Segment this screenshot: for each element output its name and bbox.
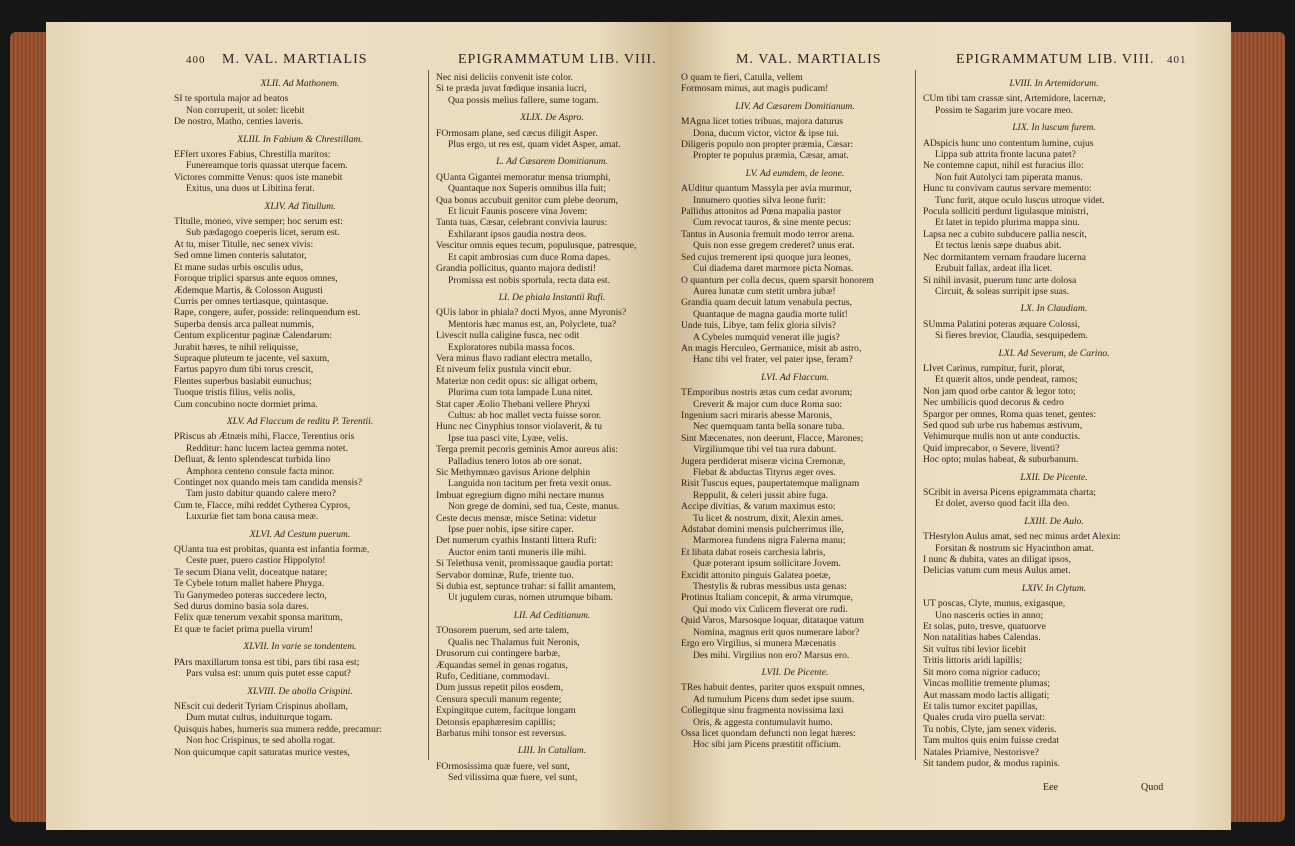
verse-line: Collegitque sinu fragmenta novissima laxi	[681, 705, 844, 717]
verse-line: Si te præda juvat fœdique insania lucri,	[436, 83, 587, 95]
verse-line: Hanc tibi vel frater, vel pater ipse, feram?	[693, 354, 853, 366]
epigram-title: XLVIII. De abolla Crispini.	[247, 685, 353, 697]
verse-line: Des mihi. Virgilius non ero? Marsus ero.	[693, 649, 850, 661]
verse-line: Æquandas semel in genas rogatus,	[436, 659, 568, 671]
verse-line: Sit tandem pudor, & modus rapinis.	[923, 757, 1060, 769]
epigram-title: LVII. De Picente.	[761, 666, 829, 678]
verse-line: Sit vultus tibi levior licebit	[923, 643, 1026, 655]
verse-line: Qualis nec Thalamus fuit Neronis,	[448, 636, 580, 648]
verse-line: SUmma Palatini poteras æquare Colossi,	[923, 318, 1080, 330]
running-title: M. VAL. MARTIALIS	[222, 52, 368, 67]
verse-line: CUm tibi tam crassæ sint, Artemidore, lacernæ,	[923, 93, 1106, 105]
verse-line: Diligeris populo non propter præmia, Cæsar:	[681, 139, 854, 151]
verse-line: At tu, miser Titulle, nec senex vivis:	[174, 238, 314, 250]
epigram-title: XLV. Ad Flaccum de reditu P. Terentii.	[226, 415, 374, 427]
verse-line: SI te sportula major ad beatos	[174, 93, 289, 105]
verse-line: MAgna licet toties tribuas, majora daturus	[681, 116, 843, 128]
verse-line: Et talis tumor excitet papillas,	[923, 700, 1038, 712]
verse-line: Nec nisi deliciis convenit iste color.	[436, 72, 573, 83]
verse-line: Tam justo dabitur quando calere mero?	[186, 488, 336, 500]
verse-line: Pars vulsa est: unum quis putet esse caput?	[186, 668, 351, 680]
verse-line: Cum concubino nocte dormiet prima.	[174, 398, 318, 410]
verse-line: Funereamque toris quassat uterque facem.	[186, 160, 348, 172]
verse-line: Defluat, & lento splendescat turbida lino	[174, 454, 331, 466]
verse-line: Felix quæ tenerum vexabit sponsa maritum,	[174, 612, 343, 624]
epigram-title: XLIII. In Fabium & Chrestillam.	[237, 133, 363, 145]
verse-line: O quam te fieri, Catulla, vellem	[681, 72, 803, 83]
verse-line: Formosam minus, aut magis pudicam!	[681, 83, 829, 95]
verse-line: EFfert uxores Fabius, Chrestilla maritos:	[174, 149, 331, 161]
verse-line: TOnsorem puerum, sed arte talem,	[436, 625, 570, 637]
verse-line: Et solas, puto, tresve, quatuorve	[923, 621, 1046, 633]
verse-line: Non corruperit, ut solet: licebit	[186, 104, 305, 116]
verse-line: I nunc & dubita, vates an diligat ipsos,	[923, 554, 1071, 566]
verse-line: Grandia quam decuit latum venabula pectus,	[681, 297, 853, 309]
column-rule	[915, 70, 916, 760]
epigram-title: LX. In Claudiam.	[1020, 303, 1088, 315]
verse-line: Marmorea fundens nigra Falerna manu;	[693, 535, 846, 547]
verse-line: Continget nox quando meis tam candida mensis?	[174, 477, 363, 488]
epigram-title: LII. Ad Ceditianum.	[513, 609, 591, 621]
left-page-header-right	[458, 52, 657, 68]
verse-line: Ceste puer, puero castior Hippolyto!	[186, 555, 326, 567]
verse-line: Non grege de domini, sed tua, Ceste, manus.	[448, 501, 620, 513]
verse-line: Qua possis melius fallere, sume togam.	[448, 94, 599, 106]
verse-line: Ergo ero Virgilius, si munera Mæcenatis	[681, 638, 837, 650]
verse-line: Quantaque de magna gaudia morte tulit!	[693, 308, 848, 320]
verse-line: Tam multos quis enim fuisse credat	[923, 735, 1060, 747]
verse-line: Lippa sub attrita fronte lacuna patet?	[935, 149, 1076, 161]
verse-line: Quantaque nox Superis omnibus illa fuit;	[448, 183, 607, 195]
verse-line: Ipse puer nobis, ipse sitire caper.	[448, 524, 574, 536]
verse-line: Dum jussus repetit pilos eosdem,	[436, 682, 564, 694]
verse-line: Servabor dominæ, Rufe, triente tuo.	[436, 569, 574, 581]
verse-line: LIvet Carinus, rumpitur, furit, plorat,	[923, 362, 1065, 374]
verse-line: Det numerum cyathis Instanti littera Rufi:	[436, 535, 597, 547]
verse-line: Risit Tuscus eques, paupertatemque malignam	[681, 478, 860, 490]
right-page-header-right	[956, 52, 1187, 68]
verse-line: Sed durus domino basia sola dares.	[174, 601, 309, 613]
epigram-title: LIX. In luscum furem.	[1012, 122, 1096, 134]
right-page-column-2	[923, 72, 1185, 769]
verse-line: Vescitur omnis eques tecum, populusque, patresque,	[436, 240, 637, 252]
open-book	[10, 22, 1285, 830]
verse-line: Nec umbilicis quod decorus & cedro	[923, 397, 1064, 409]
verse-line: Et niveum felix pustula vincit ebur.	[436, 364, 572, 376]
verse-line: Et capit ambrosias cum duce Roma dapes.	[448, 251, 611, 263]
verse-line: Ædemque Martis, & Colosson Augusti	[174, 284, 323, 296]
verse-line: Quid imprecabor, o Severe, liventi?	[923, 442, 1060, 454]
verse-line: Non fuit Autolyci tam piperata manus.	[935, 171, 1083, 183]
verse-line: Sit moro coma nigrior caduco;	[923, 666, 1041, 678]
verse-line: An magis Herculeo, Germanice, misit ab astro,	[681, 342, 862, 354]
catchword: Quod	[1141, 782, 1164, 793]
verse-line: Flentes superbus basiabit eunuchus;	[174, 375, 312, 387]
verse-line: Ceste decus mensæ, misce Setina: videtur	[436, 512, 597, 524]
epigram-title: XLIX. De Aspro.	[520, 112, 584, 124]
verse-line: Non quicumque capit saturatas murice vestes,	[174, 746, 350, 758]
verse-line: Natales Priamive, Nestorisve?	[923, 746, 1039, 758]
verse-line: Uno nasceris octies in anno;	[935, 609, 1044, 621]
epigram-title: LIII. In Catullam.	[517, 745, 587, 757]
verse-line: Fartus papyro dum tibi torus crescit,	[174, 364, 314, 376]
verse-line: Hunc nec Cinyphius tonsor violaverit, & tu	[436, 421, 603, 433]
verse-line: Et libata dabat roseis carchesia labris,	[681, 546, 826, 558]
verse-line: Imbuat egregium digno mihi nectare munus	[436, 489, 605, 501]
verse-line: Plus ergo, ut res est, quam videt Asper, amat.	[448, 139, 621, 151]
verse-line: Sed omne limen conteris salutator,	[174, 250, 307, 262]
verse-line: Exhilarant ipsos gaudia nostra deos.	[448, 228, 587, 240]
verse-line: Nec quemquam tanta bella sonare tuba.	[693, 421, 845, 433]
verse-line: Delicias vatum cum meus Aulus amet.	[923, 565, 1071, 577]
verse-line: QUanta Gigantei memoratur mensa triumphi,	[436, 171, 611, 183]
right-page-column-1	[681, 72, 909, 751]
verse-line: Excidit attonito pinguis Galatea poetæ,	[681, 569, 831, 581]
verse-line: Luxuriæ fiet tam bona causa meæ.	[186, 511, 319, 523]
verse-line: A Cybeles numquid venerat ille jugis?	[693, 331, 840, 343]
verse-line: Quid Varos, Marsosque loquar, ditataque vatum	[681, 615, 865, 627]
verse-line: Rufo, Ceditiane, commodavi.	[436, 670, 550, 682]
verse-line: Hoc opto; mulas habeat, & suburbanum.	[923, 454, 1079, 466]
verse-line: Pocula solliciti perdunt ligulasque ministri,	[923, 206, 1089, 218]
verse-line: Redditur: hanc lucem lactea gemma notet.	[186, 442, 348, 454]
verse-line: Foroque triplici sparsus ante equos omnes,	[174, 273, 338, 285]
epigram-title: LXIV. In Clytum.	[1021, 582, 1087, 594]
running-title: EPIGRAMMATUM LIB. VIII.	[458, 52, 657, 67]
verse-line: Reppulit, & celeri jussit abire fuga.	[693, 489, 829, 501]
page-number: 401	[1167, 54, 1187, 66]
verse-line: Ne contemne caput, nihil est furacius illo:	[923, 160, 1084, 172]
verse-line: Sub pædagogo coeperis licet, serum est.	[186, 227, 340, 239]
verse-line: Tantus in Ausonia fremuit modo terror arena.	[681, 228, 855, 240]
verse-line: Te Cybele totum mallet habere Phryga.	[174, 578, 325, 590]
epigram-title: LXIII. De Aulo.	[1024, 515, 1084, 527]
epigram-title: LVI. Ad Flaccum.	[761, 371, 829, 383]
verse-line: Cum revocat tauros, & sine mente pecus:	[693, 217, 851, 229]
verse-line: FOrmosissima quæ fuere, vel sunt,	[436, 760, 570, 772]
verse-line: Jurabit hæres, te nihil reliquisse,	[174, 341, 299, 353]
verse-line: Quales cruda viro puella servat:	[923, 712, 1046, 724]
verse-line: Dum mutat cultus, induiturque togam.	[186, 712, 333, 724]
verse-line: Tanta tuas, Cæsar, celebrant convivia laurus:	[436, 217, 608, 229]
verse-line: Protinus Italiam concepit, & arma virumque,	[681, 592, 853, 604]
verse-line: Centum explicentur paginæ Calendarum:	[174, 330, 332, 342]
verse-line: Livescit nulla caligine fusca, nec odit	[436, 330, 580, 342]
verse-line: Circuit, & soleas surripit ipse suas.	[935, 285, 1070, 297]
epigram-title: LIV. Ad Cæsarem Domitianum.	[735, 100, 855, 112]
verse-line: Rape, congere, aufer, posside: relinquendum est.	[174, 307, 361, 319]
verse-line: Exploratores nubila massa focos.	[448, 341, 575, 353]
epigram-title: LXI. Ad Severum, de Carino.	[998, 347, 1110, 359]
verse-line: Tritis littoris aridi lapillis;	[923, 655, 1023, 667]
verse-line: Ut jugulem curas, nomen utrumque bibam.	[448, 592, 613, 604]
verse-line: Et dolet, averso quod facit illa deo.	[935, 498, 1070, 510]
running-title: M. VAL. MARTIALIS	[736, 52, 882, 67]
epigram-title: LXII. De Picente.	[1020, 471, 1088, 483]
verse-line: Sed vilissima quæ fuere, vel sunt,	[448, 772, 578, 784]
verse-line: Quisquis habes, humeris sua munera redde, precamur:	[174, 723, 382, 735]
verse-line: Creverit & major cum duce Roma suo:	[693, 398, 843, 410]
verse-line: Tu Ganymedeo poteras succedere lecto,	[174, 589, 327, 601]
verse-line: Pallidus attonitos ad Pœna mapalia pastor	[681, 206, 842, 218]
verse-line: Aurea lunatæ cum stetit umbra jubæ!	[693, 285, 836, 297]
verse-line: Aut massam modo lactis alligati;	[923, 689, 1050, 701]
verse-line: Grandia pollicitus, quanto majora dedisti!	[436, 263, 597, 275]
verse-line: Et mane sudas urbis osculis udus,	[174, 261, 303, 273]
epigram-title: LI. De phiala Instantii Rufi.	[498, 291, 606, 303]
verse-line: Et quærit altos, unde pendeat, ramos;	[935, 374, 1078, 386]
verse-line: Barbatus mihi tonsor est reversus.	[436, 727, 567, 739]
verse-line: THestylon Aulus amat, sed nec minus ardet Alexin:	[923, 531, 1121, 543]
verse-line: AUditur quantum Massyla per avia murmur,	[681, 183, 852, 195]
verse-line: Lapsa nec a cubito subducere pallia nescit,	[923, 228, 1087, 240]
right-page-header-left	[736, 52, 882, 68]
verse-line: Unde tuis, Libye, tam felix gloria silvis?	[681, 320, 837, 332]
verse-line: Vera minus flavo radiant electra metallo,	[436, 352, 593, 364]
verse-line: Non natalitias habes Calendas.	[923, 632, 1041, 644]
verse-line: Ad tumulum Picens dum sedet ipse suum.	[693, 693, 855, 705]
verse-line: PRiscus ab Ætnæis mihi, Flacce, Terentius oris	[174, 431, 355, 443]
verse-line: Et latet in tepido plurima mappa sinu.	[935, 217, 1080, 229]
verse-line: Ossa licet quondam defuncti non legat hæres:	[681, 727, 856, 739]
verse-line: Cui diadema daret marmore picta Nomas.	[693, 263, 854, 275]
verse-line: Sed quod sub urbe rus habemus æstivum,	[923, 419, 1083, 431]
verse-line: Tuoque tristis filius, velis nolis,	[174, 387, 296, 399]
verse-line: Superba densis arca palleat nummis,	[174, 318, 314, 330]
verse-line: Oris, & aggesta contumulavit humo.	[693, 716, 833, 728]
verse-line: FOrmosam plane, sed cæcus diligit Asper.	[436, 127, 598, 139]
epigram-title: L. Ad Cæsarem Domitianum.	[496, 156, 608, 168]
verse-line: Possim te Sagarim jure vocare meo.	[935, 104, 1074, 116]
verse-line: De nostro, Matho, centies laveris.	[174, 116, 304, 128]
signature-mark: Eee	[1043, 782, 1058, 793]
verse-line: Et tectus lænis sæpe duabus abit.	[935, 240, 1062, 252]
verse-line: Nomina, magnus erit quos numerare labor?	[693, 626, 860, 638]
page-number: 400	[186, 54, 206, 66]
epigram-title: LVIII. In Artemidorum.	[1009, 78, 1099, 89]
epigram-title: XLVI. Ad Cestum puerum.	[249, 528, 351, 540]
verse-line: TRes habuit dentes, pariter quos exspuit omnes,	[681, 682, 865, 694]
left-page-column-2	[436, 72, 668, 784]
verse-line: Censura speculi manum regente;	[436, 693, 562, 705]
verse-line: Cultus: ab hoc mallet vecta fuisse soror.	[448, 409, 602, 421]
verse-line: TEmporibus nostris ætas cum cedat avorum;	[681, 387, 853, 399]
verse-line: Forsitan & nostrum sic Hyacinthon amat.	[935, 542, 1094, 554]
verse-line: Spargor per omnes, Roma quas tenet, gentes:	[923, 408, 1097, 420]
verse-line: Auctor enim tanti muneris ille mihi.	[448, 546, 587, 558]
verse-line: NEscit cui dederit Tyriam Crispinus abollam,	[174, 700, 348, 712]
verse-line: PArs maxillarum tonsa est tibi, pars tibi rasa est;	[174, 656, 360, 668]
verse-line: Supraque pluteum te jacente, vel saxum,	[174, 352, 330, 364]
verse-line: Thestylis & rubras messibus usta genas:	[693, 581, 847, 593]
verse-line: Cum te, Flacce, mihi reddet Cytherea Cypros,	[174, 499, 351, 511]
verse-line: Sint Mæcenates, non deerunt, Flacce, Marones;	[681, 432, 864, 444]
epigram-title: XLVII. In varie se tondentem.	[243, 641, 357, 653]
verse-line: Et quæ te faciet prima puella virum!	[174, 623, 314, 635]
verse-line: Vehimurque mulis non ut ante conductis.	[923, 431, 1081, 443]
epigram-title: XLIV. Ad Titullum.	[264, 200, 336, 212]
verse-line: Dona, ducum victor, victor & ipse tui.	[693, 127, 839, 139]
verse-line: Sic Methymnæo gavisus Arione delphin	[436, 467, 591, 478]
verse-line: Te secum Diana velit, doceatque natare;	[174, 566, 328, 578]
verse-line: SCribit in aversa Picens epigrammata charta;	[923, 487, 1096, 498]
verse-line: Jugera perdiderat miseræ vicina Cremonæ,	[681, 455, 846, 467]
left-page-header-left	[186, 52, 368, 68]
left-page	[46, 22, 671, 830]
verse-line: Si dubia est, septunce trahar: si fallit amantem,	[436, 581, 616, 593]
left-page-column-1	[174, 72, 426, 758]
verse-line: Flebat & abductas Tityrus æger oves.	[693, 467, 836, 478]
verse-line: Terga premit pecoris geminis Amor aureus alis:	[436, 444, 618, 456]
verse-line: QUis labor in phiala? docti Myos, anne Myronis?	[436, 307, 627, 319]
verse-line: Ipse tua pasci vite, Lyæe, velis.	[448, 432, 568, 444]
epigram-title: LV. Ad eumdem, de leone.	[745, 167, 845, 179]
verse-line: Curris per omnes tertiasque, quintasque.	[174, 295, 329, 307]
verse-line: Accipe divitias, & vatum maximus esto:	[681, 501, 836, 513]
verse-line: Et licuit Faunis poscere vina Jovem:	[448, 206, 588, 218]
verse-line: Non hoc Crispinus, te sed abolla rogat.	[186, 735, 336, 747]
verse-line: Palladius tenero lotos ab ore sonat.	[448, 455, 582, 467]
verse-line: Amphora centeno consule facta minor.	[186, 465, 335, 477]
verse-line: Quis non esse gregem crederet? unus erat.	[693, 240, 855, 252]
right-page	[671, 22, 1231, 830]
verse-line: Ingenium sacri miraris abesse Maronis,	[681, 409, 833, 421]
verse-line: Si fieres brevior, Claudia, sesquipedem.	[935, 330, 1088, 342]
verse-line: Nec dormitantem vernam fraudare lucerna	[923, 251, 1087, 263]
verse-line: Languida non tacitum per freta vexit onus.	[448, 478, 612, 490]
verse-line: Sed cujus tremerent ipsi quoque jura leones,	[681, 251, 851, 263]
verse-line: Plurima cum tota lampade Luna nitet.	[448, 387, 593, 399]
verse-line: Si Telethusa venit, promissaque gaudia portat:	[436, 558, 614, 570]
epigram-title: XLII. Ad Mathonem.	[260, 78, 340, 89]
verse-line: Erubuit fallax, ardeat illa licet.	[935, 263, 1053, 275]
verse-line: Exitus, una duos ut Libitina ferat.	[186, 183, 315, 195]
verse-line: QUanta tua est probitas, quanta est infantia formæ,	[174, 544, 370, 556]
verse-line: Qui modo vix Culicem fleverat ore rudi.	[693, 603, 848, 615]
verse-line: Expingitque cutem, facitque longam	[436, 705, 576, 717]
verse-line: Propter te populus præmia, Cæsar, amat.	[693, 150, 849, 162]
column-rule	[428, 70, 429, 760]
verse-line: Tu licet & nostrum, dixit, Alexin ames.	[693, 512, 844, 524]
verse-line: Mentoris hæc manus est, an, Polyclete, tua?	[448, 318, 617, 330]
verse-line: Vincas mollitie tremente plumas;	[923, 678, 1051, 690]
verse-line: Drusorum cui contingere barbæ,	[436, 648, 561, 660]
verse-line: Non jam quod orbe cantor & legor toto;	[923, 385, 1076, 397]
verse-line: TItulle, moneo, vive semper; hoc serum est:	[174, 216, 343, 228]
verse-line: Innumero quoties silva leone furit:	[693, 194, 826, 206]
verse-line: Quæ poterant ipsum sollicitare Jovem.	[693, 558, 841, 570]
verse-line: UT poscas, Clyte, munus, exigasque,	[923, 598, 1066, 610]
verse-line: Tunc furit, atque oculo luscus utroque videt.	[935, 194, 1105, 206]
page-edges-right	[1229, 32, 1285, 822]
verse-line: Adstabat domini mensis pulcherrimus ille,	[681, 524, 844, 536]
verse-line: Stat caper Æolio Thebani vellere Phryxi	[436, 398, 591, 410]
verse-line: Qua bonus accubuit genitor cum plebe deorum,	[436, 194, 618, 206]
running-title: EPIGRAMMATUM LIB. VIII.	[956, 52, 1155, 67]
verse-line: ADspicis hunc uno contentum lumine, cujus	[923, 137, 1094, 149]
verse-line: Materiæ non cedit opus: sic alligat orbem,	[436, 375, 598, 387]
verse-line: O quantum per colla decus, quem sparsit honorem	[681, 274, 874, 286]
verse-line: Hoc sibi jam Picens præstitit officium.	[693, 739, 841, 751]
verse-line: Promissa est nobis sportula, recta data est.	[448, 274, 610, 286]
verse-line: Si nihil invasit, puerum tunc arte dolosa	[923, 274, 1077, 286]
verse-line: Hunc tu convivam cautus servare memento:	[923, 183, 1092, 195]
verse-line: Tu nobis, Clyte, jam senex videris.	[923, 723, 1057, 735]
verse-line: Detonsis epaphæresim capillis;	[436, 716, 556, 728]
verse-line: Virgiliumque tibi vel tua rura dabunt.	[693, 444, 837, 456]
verse-line: Victores committe Venus: quos iste manebit	[174, 171, 343, 183]
